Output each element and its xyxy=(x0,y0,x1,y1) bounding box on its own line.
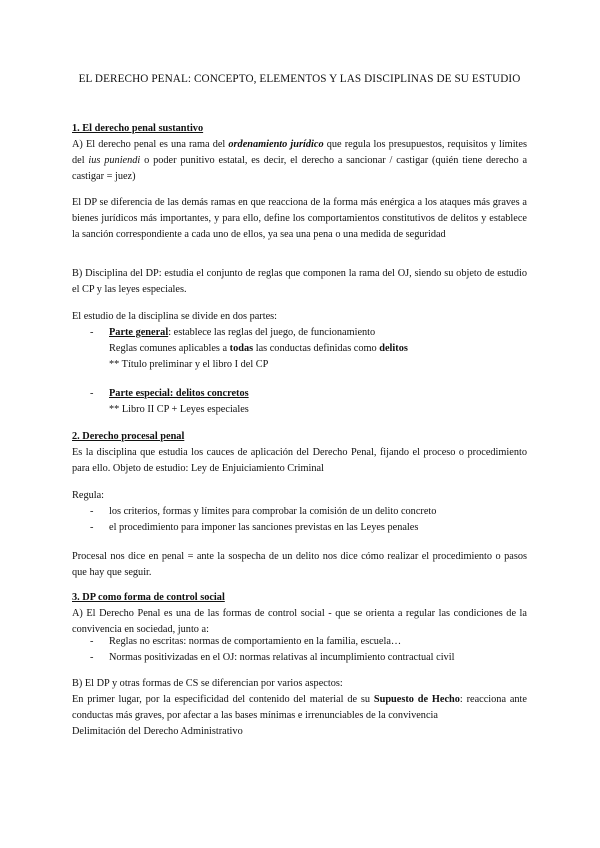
list-bullet: - xyxy=(90,388,94,399)
list-item-parte-general-note: ** Título preliminar y el libro I del CP xyxy=(109,359,269,370)
list-item-criterios: los criterios, formas y límites para comprobar la comisión de un delito concreto xyxy=(109,506,437,517)
section-3-paragraph-a: A) El Derecho Penal es una de las formas de control social - que se orienta a regular las condiciones de la convivencia en sociedad, junto a: xyxy=(72,608,527,635)
term-ordenamiento-juridico: ordenamiento jurídico xyxy=(228,139,324,150)
section-1-paragraph-a: A) El derecho penal es una rama del ordenamiento jurídico que regula los presupuestos, requisitos y límites del ius puniendi o poder punitivo estatal, es decir, el derecho a sancionar / castigar (quién tiene derecho a castigar = juez) xyxy=(72,139,528,182)
list-item-parte-general: Parte general: establece las reglas del juego, de funcionamiento xyxy=(109,327,376,338)
list-item-reglas-no-escritas: Reglas no escritas: normas de comportamiento en la familia, escuela… xyxy=(109,636,402,647)
list-item-normas-positivizadas: Normas positivizadas en el OJ: normas relativas al incumplimiento contractual civil xyxy=(109,652,455,663)
section-2-heading: 2. Derecho procesal penal xyxy=(72,431,185,442)
section-3-paragraph-b3: Delimitación del Derecho Administrativo xyxy=(72,726,243,737)
list-bullet: - xyxy=(90,652,94,663)
term-ius-puniendi: ius puniendi xyxy=(88,155,141,166)
list-bullet: - xyxy=(90,506,94,517)
list-bullet: - xyxy=(90,327,94,338)
section-1-paragraph-b: B) Disciplina del DP: estudia el conjunto de reglas que componen la rama del OJ, siendo su objeto de estudio el CP y las leyes especiales. xyxy=(72,268,527,295)
section-3-heading: 3. DP como forma de control social xyxy=(72,592,225,603)
section-3-paragraph-b: B) El DP y otras formas de CS se diferencian por varios aspectos: xyxy=(72,678,343,689)
section-3-paragraph-b2: En primer lugar, por la especificidad del contenido del material de su Supuesto de Hecho: reacciona ante conductas más graves, por afectar a las bases mínimas e irrenunciables de la convivencia xyxy=(72,694,527,721)
list-item-parte-especial: Parte especial: delitos concretos xyxy=(109,388,249,399)
section-2-paragraph-1: Es la disciplina que estudia los cauces de aplicación del Derecho Penal, fijando el proceso o procedimiento para ello. Objeto de estudio: Ley de Enjuiciamiento Criminal xyxy=(72,447,527,474)
section-2-regula: Regula: xyxy=(72,490,105,501)
list-item-procedimiento: el procedimiento para imponer las sanciones previstas en las Leyes penales xyxy=(109,522,419,533)
list-bullet: - xyxy=(90,636,94,647)
term-supuesto-de-hecho: Supuesto de Hecho xyxy=(373,694,460,705)
section-1-paragraph-2: El DP se diferencia de las demás ramas en que reacciona de la forma más enérgica a los ataques más graves a bienes jurídicos más importantes, y para ello, define los comportamientos constitutivos de delitos y establece la sanción correspondiente a cada uno de ellos, ya sea una pena o una medida de seguridad xyxy=(72,197,527,240)
section-1-parts-intro: El estudio de la disciplina se divide en dos partes: xyxy=(72,311,278,322)
list-bullet: - xyxy=(90,522,94,533)
document-title: EL DERECHO PENAL: CONCEPTO, ELEMENTOS Y LAS DISCIPLINAS DE SU ESTUDIO xyxy=(78,73,521,85)
section-2-paragraph-2: Procesal nos dice en penal = ante la sospecha de un delito nos dice cómo realizar el procedimiento o pasos que hay que seguir. xyxy=(72,551,527,578)
list-item-parte-especial-note: ** Libro II CP + Leyes especiales xyxy=(109,404,249,415)
list-item-parte-general-rules: Reglas comunes aplicables a todas las conductas definidas como delitos xyxy=(109,343,408,354)
section-1-heading: 1. El derecho penal sustantivo xyxy=(72,123,204,134)
